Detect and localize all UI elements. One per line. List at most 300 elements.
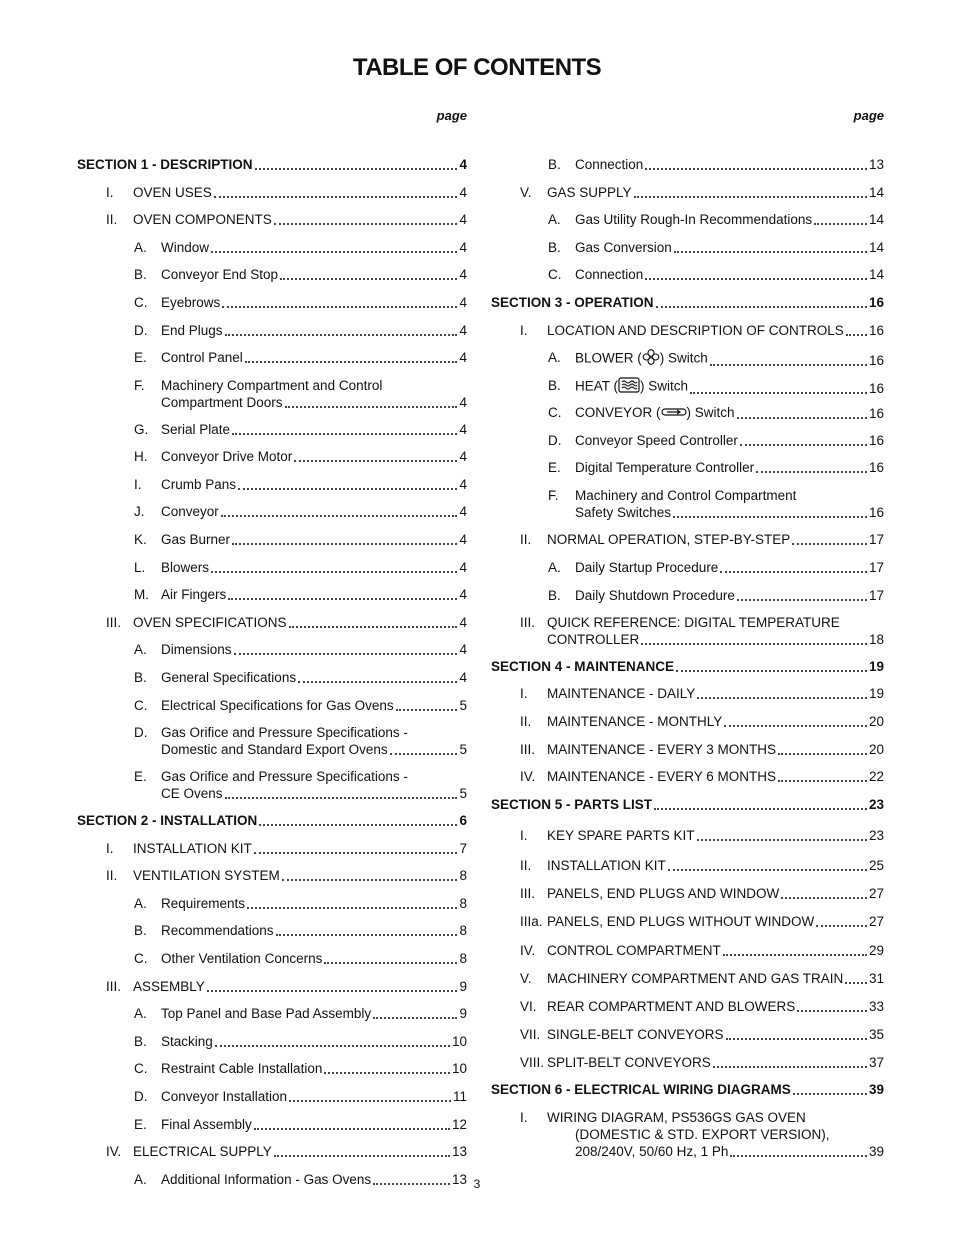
toc-entry-number: A.: [548, 350, 561, 365]
dot-leader: [690, 392, 867, 394]
toc-entry: [491, 1109, 884, 1160]
dot-leader: [215, 1045, 450, 1047]
dot-leader: [797, 1010, 867, 1012]
dot-leader: [324, 962, 457, 964]
toc-entry-page: 16: [868, 295, 884, 310]
toc-entry-title: CONTROLLER: [547, 632, 640, 647]
toc-entry-title: SINGLE-BELT CONVEYORS: [547, 1027, 724, 1042]
toc-entry: [491, 211, 884, 228]
toc-entry-title: Requirements: [161, 896, 246, 911]
toc-entry-number: B.: [548, 588, 561, 603]
toc-entry-title: ELECTRICAL SUPPLY: [133, 1144, 272, 1159]
blower-icon: [642, 349, 660, 369]
toc-entry-title: Daily Shutdown Procedure: [575, 588, 735, 603]
toc-entry-title-line: QUICK REFERENCE: DIGITAL TEMPERATURE: [547, 615, 840, 630]
toc-entry-page: 7: [459, 841, 467, 856]
dot-leader: [756, 471, 867, 473]
toc-entry-title: Restraint Cable Installation: [161, 1061, 323, 1076]
dot-leader: [245, 361, 458, 363]
dot-leader: [668, 869, 867, 871]
toc-entry: [77, 239, 467, 256]
toc-entry: [491, 913, 884, 930]
toc-entry-number: E.: [548, 460, 561, 475]
dot-leader: [674, 251, 867, 253]
toc-entry-title: REAR COMPARTMENT AND BLOWERS: [547, 999, 796, 1014]
toc-entry-title: Conveyor Speed Controller: [575, 433, 738, 448]
dot-leader: [274, 223, 458, 225]
toc-entry: [77, 266, 467, 283]
toc-entry-title: MAINTENANCE - EVERY 6 MONTHS: [547, 769, 777, 784]
toc-section-heading: [491, 658, 884, 675]
toc-entry-page: 37: [868, 1055, 884, 1070]
toc-entry-number: I.: [134, 477, 142, 492]
dot-leader: [814, 223, 867, 225]
toc-entry-page: 33: [868, 999, 884, 1014]
toc-entry-title: Conveyor Drive Motor: [161, 449, 293, 464]
heat-icon: [618, 377, 640, 397]
dot-leader: [238, 488, 457, 490]
toc-entry-title: Domestic and Standard Export Ovens: [161, 742, 388, 757]
toc-entry-title: LOCATION AND DESCRIPTION OF CONTROLS: [547, 323, 844, 338]
page-column-header: page: [436, 108, 467, 123]
toc-entry: [77, 978, 467, 995]
toc-entry-number: E.: [134, 1117, 147, 1132]
page-column-header: page: [853, 108, 884, 123]
toc-entry: [77, 1116, 467, 1133]
dot-leader: [207, 990, 458, 992]
toc-entry-page: 35: [868, 1027, 884, 1042]
toc-entry-title: Recommendations: [161, 923, 274, 938]
toc-entry: [77, 922, 467, 939]
dot-leader: [247, 907, 457, 909]
toc-entry-title: MAINTENANCE - DAILY: [547, 686, 696, 701]
toc-entry: [77, 614, 467, 631]
toc-entry-page: 23: [868, 828, 884, 843]
toc-entry-number: III.: [520, 742, 536, 757]
toc-entry: [491, 1026, 884, 1043]
dot-leader: [211, 251, 457, 253]
toc-entry-number: I.: [106, 841, 114, 856]
dot-leader: [259, 824, 457, 826]
toc-entry-number: E.: [134, 769, 147, 784]
toc-entry-number: IIIa.: [520, 914, 543, 929]
toc-entry-page: 16: [868, 353, 884, 368]
toc-entry-number: III.: [106, 615, 122, 630]
dot-leader: [276, 934, 458, 936]
toc-entry-title: Crumb Pans: [161, 477, 237, 492]
dot-leader: [324, 1072, 450, 1074]
toc-entry-title: Connection: [575, 267, 644, 282]
toc-entry: [77, 211, 467, 228]
toc-entry-page: 16: [868, 323, 884, 338]
toc-entry-title: Top Panel and Base Pad Assembly: [161, 1006, 372, 1021]
dot-leader: [737, 599, 867, 601]
toc-entry: [491, 377, 884, 397]
toc-entry: [491, 459, 884, 476]
toc-entry: [491, 713, 884, 730]
toc-entry: [491, 432, 884, 449]
toc-entry-title: Digital Temperature Controller: [575, 460, 755, 475]
toc-entry: [491, 741, 884, 758]
dot-leader: [254, 852, 458, 854]
toc-entry-number: I.: [520, 323, 528, 338]
dot-leader: [697, 697, 867, 699]
toc-entry-number: III.: [106, 979, 122, 994]
toc-entry-title: Gas Utility Rough-In Recommendations: [575, 212, 813, 227]
toc-entry: [491, 857, 884, 874]
dot-leader: [282, 879, 458, 881]
dot-leader: [781, 897, 867, 899]
toc-entry-title-line: Gas Orifice and Pressure Specifications -: [161, 769, 408, 784]
page-title: TABLE OF CONTENTS: [352, 54, 602, 81]
toc-entry-title: Compartment Doors: [161, 395, 283, 410]
toc-entry-page: 4: [459, 670, 467, 685]
toc-entry: [491, 404, 884, 422]
dot-leader: [724, 725, 867, 727]
toc-entry-page: 4: [459, 185, 467, 200]
toc-entry-title: BLOWER ( ) Switch: [575, 349, 708, 369]
toc-entry-title-line: Gas Orifice and Pressure Specifications -: [161, 725, 408, 740]
toc-entry: [77, 322, 467, 339]
toc-entry-page: 4: [459, 422, 467, 437]
dot-leader: [234, 653, 458, 655]
dot-leader: [710, 364, 867, 366]
dot-leader: [294, 460, 457, 462]
toc-entry-page: 8: [459, 868, 467, 883]
toc-entry-title: VENTILATION SYSTEM: [133, 868, 280, 883]
toc-left-column: [77, 108, 467, 1187]
toc-entry: [491, 349, 884, 369]
toc-entry-page: 17: [868, 560, 884, 575]
toc-entry-title: Control Panel: [161, 350, 243, 365]
toc-entry-title: OVEN COMPONENTS: [133, 212, 272, 227]
toc-entry-number: C.: [134, 1061, 148, 1076]
toc-entry-page: 8: [459, 923, 467, 938]
toc-entry-page: 25: [868, 858, 884, 873]
toc-entry-page: 29: [868, 943, 884, 958]
toc-entry-page: 5: [459, 698, 467, 713]
toc-entry-page: 5: [459, 742, 467, 757]
toc-entry-page: 20: [868, 714, 884, 729]
toc-entry-page: 20: [868, 742, 884, 757]
toc-entry: [77, 724, 467, 758]
toc-entry-page: 9: [459, 979, 467, 994]
toc-entry-title: Conveyor Installation: [161, 1089, 288, 1104]
toc-entry-title: SECTION 5 - PARTS LIST: [491, 797, 653, 812]
toc-entry-page: 12: [451, 1117, 467, 1132]
toc-entry-page: 8: [459, 951, 467, 966]
toc-entry-title: Safety Switches: [575, 505, 672, 520]
toc-entry: [77, 1005, 467, 1022]
toc-entry-number: D.: [548, 433, 562, 448]
dot-leader: [225, 334, 458, 336]
toc-entry-title: Air Fingers: [161, 587, 227, 602]
dot-leader: [726, 1038, 867, 1040]
toc-entry-title: HEAT ( ) Switch: [575, 377, 688, 397]
toc-entry-page: 23: [868, 797, 884, 812]
dot-leader: [730, 1155, 867, 1157]
toc-entry-title: Final Assembly: [161, 1117, 252, 1132]
toc-entry-page: 8: [459, 896, 467, 911]
toc-entry-number: I.: [106, 185, 114, 200]
toc-entry-title-line: WIRING DIAGRAM, PS536GS GAS OVEN: [547, 1110, 806, 1125]
toc-entry-page: 16: [868, 505, 884, 520]
toc-entry-number: II.: [520, 858, 532, 873]
toc-entry-number: D.: [134, 1089, 148, 1104]
toc-entry-title: NORMAL OPERATION, STEP-BY-STEP: [547, 532, 791, 547]
toc-entry: [491, 970, 884, 987]
toc-entry-number: C.: [548, 405, 562, 420]
toc-entry-title: Stacking: [161, 1034, 213, 1049]
dot-leader: [221, 515, 458, 517]
toc-entry-page: 19: [868, 659, 884, 674]
toc-section-heading: [491, 294, 884, 311]
toc-entry: [491, 768, 884, 785]
toc-entry-number: VIII.: [520, 1055, 545, 1070]
dot-leader: [390, 753, 458, 755]
toc-entry-number: C.: [134, 295, 148, 310]
toc-entry-title: Other Ventilation Concerns: [161, 951, 323, 966]
dot-leader: [676, 670, 867, 672]
toc-entry-page: 4: [459, 449, 467, 464]
toc-section-heading: [491, 1081, 884, 1098]
toc-entry: [491, 322, 884, 339]
dot-leader: [793, 1093, 867, 1095]
dot-leader: [778, 780, 867, 782]
toc-entry-number: II.: [520, 532, 532, 547]
toc-entry: [491, 998, 884, 1015]
toc-entry-number: D.: [134, 323, 148, 338]
dot-leader: [228, 598, 457, 600]
toc-entry-number: C.: [548, 267, 562, 282]
toc-entry-number: II.: [106, 868, 118, 883]
dot-leader: [254, 1128, 450, 1130]
dot-leader: [225, 797, 458, 799]
dot-leader: [792, 543, 867, 545]
toc-entry-page: 10: [451, 1061, 467, 1076]
toc-entry-number: D.: [134, 725, 148, 740]
toc-entry-number: M.: [134, 587, 149, 602]
toc-entry: [491, 559, 884, 576]
toc-entry: [491, 942, 884, 959]
toc-entry: [77, 448, 467, 465]
toc-entry-number: A.: [548, 560, 561, 575]
toc-entry-title: Eyebrows: [161, 295, 221, 310]
toc-entry-title: MACHINERY COMPARTMENT AND GAS TRAIN: [547, 971, 844, 986]
toc-entry-title: Window: [161, 240, 210, 255]
toc-section-heading: [77, 812, 467, 829]
toc-entry-title: CE Ovens: [161, 786, 223, 801]
toc-entry-number: II.: [520, 714, 532, 729]
dot-leader: [720, 571, 867, 573]
dot-leader: [232, 433, 457, 435]
dot-leader: [713, 1066, 867, 1068]
toc-entry-number: V.: [520, 185, 532, 200]
toc-entry-page: 4: [459, 504, 467, 519]
toc-entry: [491, 531, 884, 548]
toc-entry-page: 4: [459, 295, 467, 310]
toc-entry-page: 39: [868, 1082, 884, 1097]
toc-entry: [77, 1143, 467, 1160]
toc-entry-title: SECTION 6 - ELECTRICAL WIRING DIAGRAMS: [491, 1082, 791, 1097]
dot-leader: [285, 406, 458, 408]
toc-entry-page: 5: [459, 786, 467, 801]
toc-entry-number: F.: [134, 378, 145, 393]
toc-entry-title: SECTION 3 - OPERATION: [491, 295, 654, 310]
toc-entry-page: 14: [868, 212, 884, 227]
dot-leader: [289, 1100, 451, 1102]
toc-entry-number: IV.: [520, 769, 536, 784]
toc-entry-title: INSTALLATION KIT: [547, 858, 666, 873]
toc-entry-page: 4: [459, 240, 467, 255]
toc-entry-page: 4: [459, 477, 467, 492]
toc-entry: [77, 184, 467, 201]
toc-section-heading: [77, 156, 467, 173]
toc-entry-number: B.: [548, 157, 561, 172]
toc-entry-title: End Plugs: [161, 323, 223, 338]
toc-entry-number: B.: [134, 267, 147, 282]
toc-entry-number: J.: [134, 504, 145, 519]
toc-entry-title: SECTION 2 - INSTALLATION: [77, 813, 258, 828]
toc-entry-page: 27: [868, 886, 884, 901]
toc-entry-title-line: Machinery Compartment and Control: [161, 378, 383, 393]
toc-entry-number: E.: [134, 350, 147, 365]
toc-entry-number: I.: [520, 828, 528, 843]
dot-leader: [673, 516, 867, 518]
toc-entry-number: G.: [134, 422, 149, 437]
toc-entry-number: K.: [134, 532, 147, 547]
dot-leader: [373, 1017, 457, 1019]
toc-entry: [77, 950, 467, 967]
toc-entry: [491, 885, 884, 902]
toc-entry-page: 17: [868, 532, 884, 547]
toc-entry-page: 22: [868, 769, 884, 784]
toc-entry-number: B.: [134, 923, 147, 938]
dot-leader: [396, 709, 458, 711]
toc-entry: [77, 1088, 467, 1105]
toc-entry-title: Dimensions: [161, 642, 232, 657]
toc-entry-page: 16: [868, 460, 884, 475]
toc-entry: [77, 895, 467, 912]
toc-entry: [491, 1054, 884, 1071]
dot-leader: [298, 681, 457, 683]
dot-leader: [697, 839, 867, 841]
toc-entry-number: A.: [134, 1172, 147, 1187]
toc-entry: [491, 184, 884, 201]
toc-entry: [77, 531, 467, 548]
toc-entry-page: 4: [459, 350, 467, 365]
toc-entry: [77, 1033, 467, 1050]
toc-entry: [77, 503, 467, 520]
toc-entry-title: MAINTENANCE - MONTHLY: [547, 714, 723, 729]
toc-entry-title-line: (DOMESTIC & STD. EXPORT VERSION),: [575, 1127, 830, 1142]
toc-entry: [491, 827, 884, 844]
toc-entry-title: 208/240V, 50/60 Hz, 1 Ph: [575, 1144, 729, 1159]
toc-entry: [77, 768, 467, 802]
toc-entry: [77, 421, 467, 438]
toc-entry-page: 10: [451, 1034, 467, 1049]
toc-entry: [77, 1060, 467, 1077]
toc-entry-page: 13: [451, 1144, 467, 1159]
toc-entry-page: 4: [459, 642, 467, 657]
toc-entry-page: 4: [459, 323, 467, 338]
toc-entry-page: 4: [459, 615, 467, 630]
toc-entry-number: B.: [548, 240, 561, 255]
toc-entry-page: 11: [452, 1089, 467, 1104]
toc-entry-title: General Specifications: [161, 670, 297, 685]
toc-entry-title: PANELS, END PLUGS WITHOUT WINDOW: [547, 914, 815, 929]
toc-entry-number: IV.: [106, 1144, 122, 1159]
toc-entry-number: A.: [134, 896, 147, 911]
toc-entry-title-line: Machinery and Control Compartment: [575, 488, 797, 503]
toc-entry-number: II.: [106, 212, 118, 227]
toc-entry-title: Gas Burner: [161, 532, 231, 547]
toc-entry-page: 31: [868, 971, 884, 986]
toc-entry-title: GAS SUPPLY: [547, 185, 632, 200]
toc-entry-page: 4: [459, 532, 467, 547]
toc-entry-number: L.: [134, 560, 146, 575]
toc-entry: [77, 586, 467, 603]
toc-entry: [77, 641, 467, 658]
toc-entry-number: VII.: [520, 1027, 541, 1042]
dot-leader: [740, 444, 867, 446]
dot-leader: [222, 306, 457, 308]
toc-entry-number: B.: [134, 670, 147, 685]
toc-entry-page: 19: [868, 686, 884, 701]
dot-leader: [737, 417, 867, 419]
toc-entry-number: A.: [134, 1006, 147, 1021]
toc-entry: [491, 487, 884, 521]
toc-entry: [77, 559, 467, 576]
toc-entry-page: 4: [459, 587, 467, 602]
toc-entry-number: III.: [520, 615, 536, 630]
toc-entry-page: 14: [868, 240, 884, 255]
dot-leader: [778, 753, 867, 755]
toc-entry-title: KEY SPARE PARTS KIT: [547, 828, 695, 843]
toc-entry-page: 4: [459, 395, 467, 410]
dot-leader: [654, 808, 867, 810]
dot-leader: [211, 571, 457, 573]
toc-section-heading: [491, 796, 884, 813]
toc-entry-title: OVEN SPECIFICATIONS: [133, 615, 287, 630]
toc-entry-title: Conveyor: [161, 504, 219, 519]
toc-entry: [491, 587, 884, 604]
toc-entry-title: PANELS, END PLUGS AND WINDOW: [547, 886, 780, 901]
toc-entry-title: OVEN USES: [133, 185, 212, 200]
toc-entry-page: 14: [868, 185, 884, 200]
toc-entry: [77, 377, 467, 411]
toc-entry-page: 4: [459, 267, 467, 282]
toc-entry: [77, 476, 467, 493]
dot-leader: [641, 643, 867, 645]
toc-entry-number: VI.: [520, 999, 537, 1014]
dot-leader: [645, 168, 867, 170]
toc-entry-page: 18: [868, 632, 884, 647]
toc-entry-title: Blowers: [161, 560, 210, 575]
toc-entry: [77, 840, 467, 857]
toc-entry-title: MAINTENANCE - EVERY 3 MONTHS: [547, 742, 777, 757]
toc-entry-title: Conveyor End Stop: [161, 267, 279, 282]
toc-entry-page: 17: [868, 588, 884, 603]
toc-entry: [491, 685, 884, 702]
dot-leader: [645, 278, 867, 280]
toc-entry-title: SECTION 4 - MAINTENANCE: [491, 659, 675, 674]
dot-leader: [634, 196, 867, 198]
toc-entry: [77, 349, 467, 366]
toc-entry-number: A.: [134, 240, 147, 255]
toc-entry: [491, 156, 884, 173]
toc-entry-number: B.: [134, 1034, 147, 1049]
